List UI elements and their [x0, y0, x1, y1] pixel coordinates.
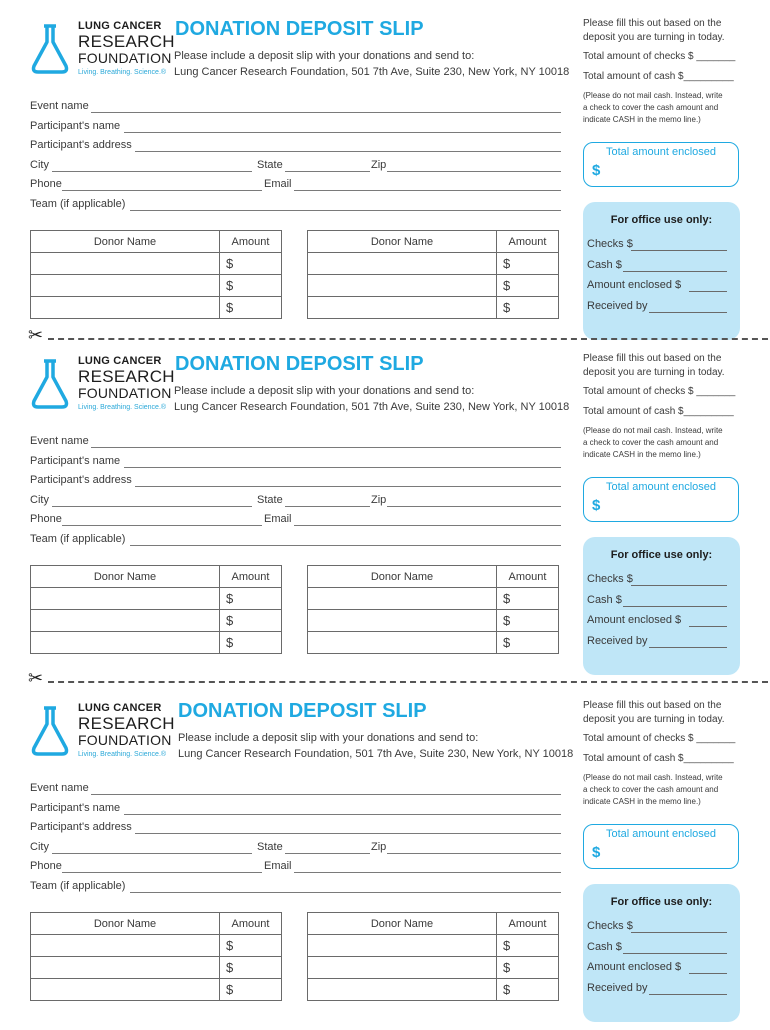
donor-name-header: Donor Name — [308, 566, 497, 588]
donor-name-cell[interactable] — [308, 979, 497, 1001]
total-cash-line[interactable]: Total amount of cash $_________ — [583, 406, 734, 417]
phone-field[interactable] — [62, 872, 262, 873]
logo-line-1: LUNG CANCER — [78, 20, 162, 32]
donor-name-cell[interactable] — [31, 632, 220, 654]
amount-cell[interactable]: $ — [497, 610, 559, 632]
participant-address-field[interactable] — [135, 833, 561, 834]
amount-cell[interactable]: $ — [220, 935, 282, 957]
donor-table-right — [307, 565, 559, 654]
participant-address-field[interactable] — [135, 486, 561, 487]
donor-name-header: Donor Name — [31, 913, 220, 935]
side-note-2: deposit you are turning in today. — [583, 367, 725, 378]
amount-header: Amount — [220, 231, 282, 253]
amount-cell[interactable]: $ — [497, 253, 559, 275]
slip-title: DONATION DEPOSIT SLIP — [175, 18, 424, 40]
event-name-field[interactable] — [91, 794, 561, 795]
office-use-panel — [583, 884, 740, 1022]
donor-name-cell[interactable] — [31, 935, 220, 957]
slip-title: DONATION DEPOSIT SLIP — [178, 700, 427, 722]
donor-table-left — [30, 912, 282, 1001]
amount-header: Amount — [497, 913, 559, 935]
office-checks-label: Checks $ — [587, 238, 633, 250]
intro-line-1: Please include a deposit slip with your donations and send to: — [178, 732, 479, 744]
flask-icon — [30, 706, 70, 756]
city-field[interactable] — [52, 171, 252, 172]
foundation-logo — [30, 355, 175, 427]
side-note-1: Please fill this out based on the — [583, 353, 722, 364]
deposit-slip-2 — [0, 353, 770, 683]
scissors-icon: ✂ — [28, 668, 44, 688]
email-field[interactable] — [294, 525, 561, 526]
slip-title: DONATION DEPOSIT SLIP — [175, 353, 424, 375]
amount-cell[interactable]: $ — [220, 253, 282, 275]
cash-note-1: (Please do not mail cash. Instead, write — [583, 426, 723, 435]
donor-name-header: Donor Name — [31, 566, 220, 588]
cash-note-1: (Please do not mail cash. Instead, write — [583, 773, 723, 782]
total-cash-line[interactable]: Total amount of cash $_________ — [583, 71, 734, 82]
office-cash-label: Cash $ — [587, 594, 622, 606]
foundation-logo — [30, 702, 175, 774]
participant-name-label: Participant's name — [30, 455, 121, 467]
office-checks-field[interactable] — [631, 585, 727, 586]
team-field[interactable] — [130, 210, 561, 211]
amount-header: Amount — [497, 231, 559, 253]
donor-table-left — [30, 230, 282, 319]
zip-field[interactable] — [387, 853, 561, 854]
cash-note-3: indicate CASH in the memo line.) — [583, 450, 701, 459]
logo-line-3: FOUNDATION — [78, 50, 172, 66]
flask-icon — [30, 24, 70, 74]
donor-table-right — [307, 912, 559, 1001]
office-cash-field[interactable] — [623, 271, 727, 272]
total-cash-line[interactable]: Total amount of cash $_________ — [583, 753, 734, 764]
slip-intro — [174, 48, 569, 80]
logo-line-3: FOUNDATION — [78, 385, 172, 401]
amount-cell[interactable]: $ — [497, 275, 559, 297]
zip-label: Zip — [371, 494, 387, 506]
side-note-2: deposit you are turning in today. — [583, 32, 725, 43]
office-use-title: For office use only: — [610, 214, 713, 226]
total-enclosed-label: Total amount enclosed — [605, 146, 717, 158]
zip-field[interactable] — [387, 171, 561, 172]
office-cash-field[interactable] — [623, 606, 727, 607]
foundation-logo — [30, 20, 175, 92]
scissors-icon: ✂ — [28, 325, 44, 345]
total-checks-line[interactable]: Total amount of checks $ _______ — [583, 733, 736, 744]
team-label: Team (if applicable) — [30, 533, 126, 545]
phone-field[interactable] — [62, 190, 262, 191]
state-field[interactable] — [285, 506, 370, 507]
city-field[interactable] — [52, 853, 252, 854]
zip-label: Zip — [371, 159, 387, 171]
email-label: Email — [264, 178, 292, 190]
total-enclosed-label: Total amount enclosed — [605, 828, 717, 840]
office-enclosed-label: Amount enclosed $ — [587, 279, 682, 291]
donor-name-cell[interactable] — [31, 979, 220, 1001]
slip-intro — [178, 730, 573, 762]
logo-tagline: Living. Breathing. Science.® — [78, 69, 167, 76]
phone-label: Phone — [30, 178, 62, 190]
event-name-label: Event name — [30, 435, 89, 447]
office-checks-label: Checks $ — [587, 573, 633, 585]
event-name-field[interactable] — [91, 112, 561, 113]
donor-name-header: Donor Name — [31, 231, 220, 253]
total-enclosed-box[interactable] — [583, 142, 739, 187]
dashed-cut-line — [48, 681, 768, 683]
participant-name-label: Participant's name — [30, 802, 121, 814]
logo-line-1: LUNG CANCER — [78, 355, 162, 367]
amount-cell[interactable]: $ — [497, 935, 559, 957]
event-name-label: Event name — [30, 100, 89, 112]
amount-cell[interactable]: $ — [220, 297, 282, 319]
cash-note-1: (Please do not mail cash. Instead, write — [583, 91, 723, 100]
office-received-field[interactable] — [649, 994, 727, 995]
state-label: State — [257, 841, 283, 853]
team-label: Team (if applicable) — [30, 198, 126, 210]
office-enclosed-label: Amount enclosed $ — [587, 614, 682, 626]
amount-cell[interactable]: $ — [497, 632, 559, 654]
participant-name-field[interactable] — [124, 467, 561, 468]
total-enclosed-label: Total amount enclosed — [605, 481, 717, 493]
intro-line-2: Lung Cancer Research Foundation, 501 7th Ave, Suite 230, New York, NY 10018 — [174, 401, 570, 413]
office-checks-label: Checks $ — [587, 920, 633, 932]
amount-cell[interactable]: $ — [497, 957, 559, 979]
amount-cell[interactable]: $ — [497, 588, 559, 610]
state-label: State — [257, 494, 283, 506]
donor-name-cell[interactable] — [31, 275, 220, 297]
logo-line-2: RESEARCH — [78, 714, 175, 733]
office-received-field[interactable] — [649, 312, 727, 313]
office-enclosed-field[interactable] — [689, 291, 727, 292]
total-enclosed-box[interactable] — [583, 824, 739, 869]
intro-line-1: Please include a deposit slip with your donations and send to: — [174, 385, 475, 397]
office-checks-field[interactable] — [631, 250, 727, 251]
donor-name-cell[interactable] — [308, 588, 497, 610]
total-enclosed-dollar: $ — [592, 162, 601, 179]
donor-name-cell[interactable] — [31, 588, 220, 610]
city-label: City — [30, 159, 49, 171]
office-cash-field[interactable] — [623, 953, 727, 954]
donor-name-header: Donor Name — [308, 913, 497, 935]
cash-note-2: a check to cover the cash amount and — [583, 438, 719, 447]
team-field[interactable] — [130, 545, 561, 546]
donor-name-cell[interactable] — [31, 610, 220, 632]
participant-name-label: Participant's name — [30, 120, 121, 132]
intro-line-2: Lung Cancer Research Foundation, 501 7th Ave, Suite 230, New York, NY 10018 — [174, 66, 570, 78]
donor-table-left — [30, 565, 282, 654]
total-checks-line[interactable]: Total amount of checks $ _______ — [583, 386, 736, 397]
cut-line-2 — [28, 668, 768, 693]
event-name-field[interactable] — [91, 447, 561, 448]
logo-line-1: LUNG CANCER — [78, 702, 162, 714]
office-use-title: For office use only: — [610, 549, 713, 561]
cash-note-2: a check to cover the cash amount and — [583, 785, 719, 794]
donor-name-cell[interactable] — [308, 297, 497, 319]
office-cash-label: Cash $ — [587, 259, 622, 271]
office-enclosed-field[interactable] — [689, 626, 727, 627]
office-checks-field[interactable] — [631, 932, 727, 933]
office-received-label: Received by — [587, 635, 648, 647]
total-checks-line[interactable]: Total amount of checks $ _______ — [583, 51, 736, 62]
amount-cell[interactable]: $ — [497, 297, 559, 319]
participant-name-field[interactable] — [124, 814, 561, 815]
donor-table-right — [307, 230, 559, 319]
amount-cell[interactable]: $ — [220, 979, 282, 1001]
donor-name-cell[interactable] — [31, 957, 220, 979]
total-enclosed-box[interactable] — [583, 477, 739, 522]
amount-header: Amount — [497, 566, 559, 588]
cash-note-3: indicate CASH in the memo line.) — [583, 797, 701, 806]
amount-cell[interactable]: $ — [220, 588, 282, 610]
donor-name-header: Donor Name — [308, 231, 497, 253]
office-use-title: For office use only: — [610, 896, 713, 908]
office-enclosed-label: Amount enclosed $ — [587, 961, 682, 973]
email-field[interactable] — [294, 872, 561, 873]
side-note-2: deposit you are turning in today. — [583, 714, 725, 725]
donor-name-cell[interactable] — [308, 935, 497, 957]
amount-header: Amount — [220, 913, 282, 935]
email-label: Email — [264, 860, 292, 872]
participant-name-field[interactable] — [124, 132, 561, 133]
side-note-1: Please fill this out based on the — [583, 18, 722, 29]
side-note-1: Please fill this out based on the — [583, 700, 722, 711]
office-use-panel — [583, 537, 740, 675]
logo-line-3: FOUNDATION — [78, 732, 172, 748]
cut-line-1 — [28, 325, 768, 350]
amount-cell[interactable]: $ — [220, 957, 282, 979]
zip-label: Zip — [371, 841, 387, 853]
phone-label: Phone — [30, 513, 62, 525]
phone-field[interactable] — [62, 525, 262, 526]
email-field[interactable] — [294, 190, 561, 191]
event-name-label: Event name — [30, 782, 89, 794]
office-received-field[interactable] — [649, 647, 727, 648]
office-enclosed-field[interactable] — [689, 973, 727, 974]
amount-header: Amount — [220, 566, 282, 588]
amount-cell[interactable]: $ — [220, 275, 282, 297]
logo-tagline: Living. Breathing. Science.® — [78, 404, 167, 411]
participant-address-label: Participant's address — [30, 821, 132, 833]
donor-name-cell[interactable] — [31, 297, 220, 319]
city-label: City — [30, 494, 49, 506]
team-field[interactable] — [130, 892, 561, 893]
team-label: Team (if applicable) — [30, 880, 126, 892]
email-label: Email — [264, 513, 292, 525]
intro-line-2: Lung Cancer Research Foundation, 501 7th Ave, Suite 230, New York, NY 10018 — [178, 748, 574, 760]
slip-intro — [174, 383, 569, 415]
state-field[interactable] — [285, 171, 370, 172]
deposit-slip-1 — [0, 18, 770, 348]
flask-icon — [30, 359, 70, 409]
cash-note-3: indicate CASH in the memo line.) — [583, 115, 701, 124]
total-enclosed-dollar: $ — [592, 497, 601, 514]
donor-name-cell[interactable] — [308, 253, 497, 275]
logo-line-2: RESEARCH — [78, 367, 175, 386]
participant-address-label: Participant's address — [30, 474, 132, 486]
state-field[interactable] — [285, 853, 370, 854]
donor-name-cell[interactable] — [308, 957, 497, 979]
cash-note-2: a check to cover the cash amount and — [583, 103, 719, 112]
phone-label: Phone — [30, 860, 62, 872]
office-received-label: Received by — [587, 300, 648, 312]
intro-line-1: Please include a deposit slip with your donations and send to: — [174, 50, 475, 62]
participant-address-field[interactable] — [135, 151, 561, 152]
deposit-slip-3 — [0, 700, 770, 1030]
office-use-panel — [583, 202, 740, 340]
zip-field[interactable] — [387, 506, 561, 507]
city-label: City — [30, 841, 49, 853]
state-label: State — [257, 159, 283, 171]
total-enclosed-dollar: $ — [592, 844, 601, 861]
participant-address-label: Participant's address — [30, 139, 132, 151]
city-field[interactable] — [52, 506, 252, 507]
donor-name-cell[interactable] — [308, 632, 497, 654]
office-cash-label: Cash $ — [587, 941, 622, 953]
donor-name-cell[interactable] — [308, 275, 497, 297]
office-received-label: Received by — [587, 982, 648, 994]
donor-name-cell[interactable] — [31, 253, 220, 275]
donor-name-cell[interactable] — [308, 610, 497, 632]
logo-tagline: Living. Breathing. Science.® — [78, 751, 167, 758]
logo-line-2: RESEARCH — [78, 32, 175, 51]
dashed-cut-line — [48, 338, 768, 340]
amount-cell[interactable]: $ — [220, 610, 282, 632]
amount-cell[interactable]: $ — [220, 632, 282, 654]
amount-cell[interactable]: $ — [497, 979, 559, 1001]
